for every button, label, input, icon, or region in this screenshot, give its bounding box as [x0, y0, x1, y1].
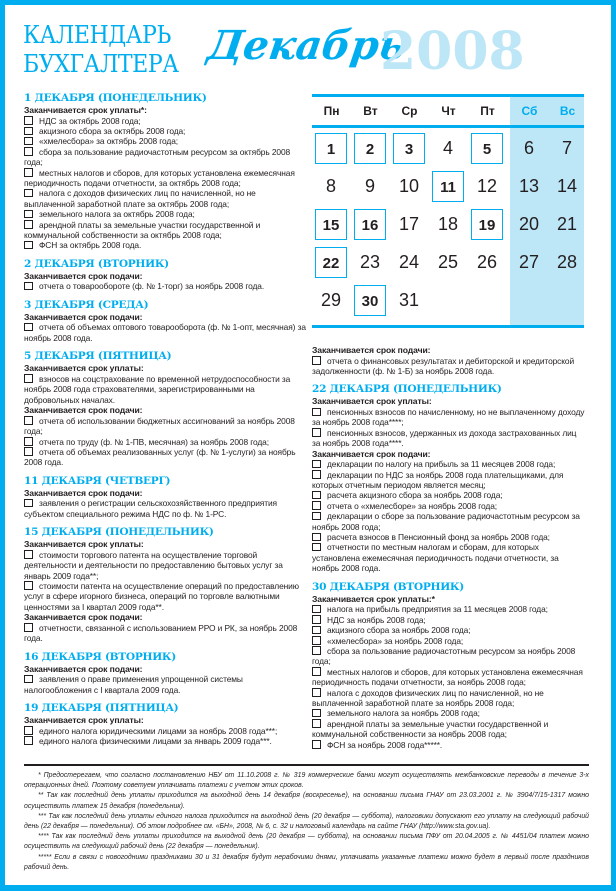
item-text: декларации о сборе за пользование радиочастотным ресурсом за ноябрь 2008 года;: [312, 511, 580, 532]
checklist-item: [24, 116, 307, 126]
calendar-day[interactable]: 6: [523, 138, 534, 158]
section-date-heading: 1 ДЕКАБРЯ (ПОНЕДЕЛЬНИК): [24, 92, 207, 104]
checkbox[interactable]: [312, 667, 321, 676]
item-text: ФСН за ноябрь 2008 года*****.: [327, 739, 443, 750]
calendar-day[interactable]: 7: [561, 138, 572, 158]
weekday-6: Вс: [559, 104, 576, 118]
checkbox[interactable]: [312, 605, 321, 614]
checkbox[interactable]: [312, 491, 321, 500]
footnotes: [24, 764, 589, 873]
item-text: ФСН за октябрь 2008 года.: [39, 240, 142, 251]
year: 2008: [380, 21, 525, 82]
item-text: пенсионных взносов по начисленному, но не выплаченному доходу за ноябрь 2008 года****;: [312, 407, 585, 428]
checkbox[interactable]: [312, 460, 321, 469]
item-text: «хмелесбора» за октябрь 2008 года;: [39, 136, 178, 147]
item-text: налога с доходов физических лиц по начисленной, но не выплаченной заработной плате за октябрь 2008 года;: [24, 188, 256, 209]
checkbox[interactable]: [312, 646, 321, 655]
checkbox[interactable]: [312, 719, 321, 728]
left-column: [24, 92, 307, 753]
checklist-item: [24, 147, 307, 168]
group-label: Заканчивается срок подачи:: [24, 663, 143, 674]
item-text: отчета об объемах реализованных услуг (ф. № 1-услуги) за ноябрь 2008 года.: [24, 446, 296, 468]
checklist-item: [312, 501, 585, 511]
weekday-1: Вт: [363, 104, 378, 118]
calendar-day[interactable]: 27: [518, 252, 540, 272]
checklist-item: [24, 550, 307, 581]
group-label: Заканчивается срок подачи:: [24, 405, 143, 416]
checklist-item: [24, 674, 307, 695]
checklist-item: [24, 209, 307, 219]
checkbox[interactable]: [312, 356, 321, 365]
checkbox[interactable]: [24, 127, 33, 136]
checkbox[interactable]: [24, 137, 33, 146]
group-label: Заканчивается срок подачи:: [24, 612, 143, 623]
checkbox[interactable]: [312, 470, 321, 479]
checklist-item: [312, 708, 585, 718]
group-label: Заканчивается срок уплаты*:: [24, 105, 147, 115]
item-text: местных налогов и сборов, для которых установлена ежемесячная периодичность подачи отчетности, за ноябрь 2008 года;: [312, 666, 583, 688]
group-label: Заканчивается срок подачи:: [312, 448, 431, 459]
calendar-day[interactable]: 21: [556, 214, 578, 234]
item-text: декларации по налогу на прибыль за 11 месяцев 2008 года;: [327, 459, 556, 470]
section-date-heading: 22 ДЕКАБРЯ (ПОНЕДЕЛЬНИК): [312, 383, 502, 396]
calendar-day[interactable]: 25: [437, 252, 459, 272]
checklist-item: [24, 240, 307, 250]
section-date-heading: 11 ДЕКАБРЯ (ЧЕТВЕРГ): [24, 474, 171, 487]
item-text: отчета по труду (ф. № 1-ПВ, месячная) за ноябрь 2008 года;: [39, 436, 269, 447]
checkbox[interactable]: [24, 282, 33, 291]
calendar-day[interactable]: 11: [432, 171, 464, 202]
section-date-heading: 16 ДЕКАБРЯ (ВТОРНИК): [24, 650, 176, 663]
checklist-item: [312, 532, 585, 542]
item-text: отчета об использовании бюджетных ассигнований за ноябрь 2008 года;: [24, 415, 295, 437]
deadline-section: [24, 702, 307, 746]
checklist-item: [312, 625, 585, 635]
checklist-item: [24, 374, 307, 405]
item-text: местных налогов и сборов, для которых установлена ежемесячная периодичность подачи отчетности, за октябрь 2008 года;: [24, 167, 295, 189]
deadline-section: [24, 299, 307, 343]
calendar-day[interactable]: 16: [354, 209, 386, 240]
checkbox[interactable]: [24, 437, 33, 446]
checkbox[interactable]: [312, 636, 321, 645]
checkbox[interactable]: [24, 168, 33, 177]
checkbox[interactable]: [312, 709, 321, 718]
item-text: арендной платы за земельные участки государственной и коммунальной собственности за ноябрь 2008 года;: [312, 718, 549, 740]
calendar-day[interactable]: 31: [398, 290, 420, 310]
checklist-item: [24, 581, 307, 612]
deadline-section: [312, 383, 585, 573]
checklist-item: [312, 688, 585, 709]
checklist-item: [24, 168, 307, 189]
checklist-item: [312, 356, 585, 377]
checkbox[interactable]: [312, 543, 321, 552]
item-text: расчета взносов в Пенсионный фонд за ноябрь 2008 года;: [327, 532, 550, 543]
calendar-day[interactable]: 9: [364, 176, 375, 196]
calendar-day[interactable]: 22: [315, 247, 347, 278]
weekday-2: Ср: [401, 104, 418, 118]
group-label: Заканчивается срок уплаты:*: [312, 593, 435, 604]
checkbox[interactable]: [24, 736, 33, 745]
deadline-section: [24, 258, 307, 292]
checklist-item: [24, 623, 307, 644]
item-text: заявления о регистрации сельскохозяйственного предприятия субъектом специального режима НДС по ф. № 1-РС.: [24, 498, 277, 519]
checkbox[interactable]: [24, 675, 33, 684]
checkbox[interactable]: [24, 499, 33, 508]
checklist-item: [312, 646, 585, 667]
item-text: взносов на соцстрахование по временной нетрудоспособности за ноябрь 2008 года страхователями, зарегистрированными на добровольных началах.: [24, 373, 291, 405]
item-text: отчетности по местным налогам и сборам, для которых установлена ежемесячная периодичность подачи отчетности, за ноябрь 2008 года.: [312, 542, 559, 574]
calendar-day[interactable]: 30: [354, 285, 386, 316]
weekday-0: Пн: [323, 104, 340, 118]
calendar-day[interactable]: 29: [320, 290, 342, 310]
checklist-item: [312, 490, 585, 500]
calendar-day[interactable]: 14: [556, 176, 578, 196]
checkbox[interactable]: [24, 147, 33, 156]
checkbox[interactable]: [24, 210, 33, 219]
checkbox[interactable]: [312, 533, 321, 542]
checkbox[interactable]: [24, 189, 33, 198]
item-text: расчета акцизного сбора за ноябрь 2008 года;: [327, 490, 503, 501]
calendar-day[interactable]: 26: [476, 252, 498, 272]
section-date-heading: 5 ДЕКАБРЯ (ПЯТНИЦА): [24, 350, 172, 363]
calendar-day[interactable]: 5: [471, 133, 503, 164]
item-text: налога на прибыль предприятия за 11 месяцев 2008 года;: [327, 604, 548, 615]
group-label: Заканчивается срок уплаты:: [312, 396, 432, 407]
deadline-section: [24, 92, 307, 251]
checklist-item: [24, 281, 307, 291]
section-date-heading: 2 ДЕКАБРЯ (ВТОРНИК): [24, 257, 169, 270]
item-text: отчетности, связанной с использованием РРО и РК, за ноябрь 2008 года.: [24, 622, 298, 644]
checkbox[interactable]: [24, 447, 33, 456]
deadline-section: [312, 581, 585, 750]
calendar-day[interactable]: 1: [315, 133, 347, 164]
deadline-section: [24, 526, 307, 643]
deadline-section: [312, 345, 585, 376]
checklist-item: [312, 428, 585, 449]
item-text: акцизного сбора за октябрь 2008 года;: [39, 126, 186, 136]
calendar-day[interactable]: 15: [315, 209, 347, 240]
checkbox[interactable]: [24, 416, 33, 425]
item-text: пенсионных взносов, удержанных из дохода застрахованных лиц за ноябрь 2008 года****.: [312, 427, 577, 449]
calendar-day[interactable]: 20: [518, 214, 540, 234]
item-text: земельного налога за октябрь 2008 года;: [39, 209, 195, 220]
title-line-1: КАЛЕНДАРЬ: [23, 21, 171, 49]
item-text: сбора за пользование радиочастотным ресурсом за ноябрь 2008 года;: [312, 645, 576, 667]
weekday-5: Сб: [521, 104, 538, 118]
checkbox[interactable]: [24, 116, 33, 125]
item-text: акцизного сбора за ноябрь 2008 года;: [327, 625, 471, 636]
checklist-item: [24, 322, 307, 343]
group-label: Заканчивается срок уплаты:: [24, 714, 144, 725]
checklist-item: [312, 459, 585, 469]
checkbox[interactable]: [24, 581, 33, 590]
checkbox[interactable]: [24, 241, 33, 250]
checkbox[interactable]: [312, 501, 321, 510]
calendar-day[interactable]: 18: [437, 214, 459, 234]
group-label: Заканчивается срок уплаты:: [24, 363, 144, 374]
deadline-section: [24, 651, 307, 695]
item-text: арендной платы за земельные участки государственной и коммунальной собственности за октябрь 2008 года;: [24, 219, 261, 241]
weekday-header-row: [312, 97, 584, 128]
footnote: *** Так как последний день уплаты единого налога приходится на выходной день (20 декабря — суббота), налоговики допускают его уплату на следующий рабочий день (22 декабря — понедельник). Об этом подробнее см. «БН», 2008, № 6, с. 32 и налоговый календарь на сайте ГНАУ (http://www.sta.gov.ua).: [24, 812, 589, 831]
section-date-heading: 30 ДЕКАБРЯ (ВТОРНИК): [312, 580, 464, 593]
deadline-section: [24, 350, 307, 467]
item-text: НДС за ноябрь 2008 года;: [327, 614, 426, 625]
item-text: стоимости торгового патента на осуществление торговой деятельности и деятельности по предоставлению бытовых услуг за январь 2009 года**;: [24, 549, 283, 581]
footnote: ** Так как последний день уплаты приходится на выходной день 14 декабря (воскресенье), на основании письма ГНАУ от 23.03.2001 г. № 3904/7/15-1317 можно осуществить платеж 15 декабря (понедельник).: [24, 792, 589, 810]
checkbox[interactable]: [312, 408, 321, 417]
checklist-item: [24, 220, 307, 241]
month-name: Декабрь: [204, 22, 409, 69]
item-text: стоимости патента на осуществление операций по предоставлению услуг в сфере игорного бизнеса, операций по торговле валютными ценностями за I квартал 2009 года**.: [24, 580, 299, 612]
footnote: **** Так как последний день уплаты приходится на выходной день (20 декабря — суббота), на основании письма ПФУ от 20.04.2005 г. № 4451/04 платеж можно осуществить на следующий рабочий день (22 декабря — понедельник).: [24, 833, 589, 851]
calendar-day[interactable]: 2: [354, 133, 386, 164]
checklist-item: [312, 719, 585, 740]
deadline-section: [24, 475, 307, 519]
item-text: единого налога юридическими лицами за ноябрь 2008 года***;: [39, 725, 278, 736]
checkbox[interactable]: [24, 550, 33, 559]
group-label: Заканчивается срок подачи:: [24, 487, 143, 498]
checkbox[interactable]: [312, 688, 321, 697]
group-label: Заканчивается срок подачи:: [24, 270, 143, 281]
calendar-day[interactable]: 12: [476, 176, 498, 196]
title-line-2: БУХГАЛТЕРА: [23, 50, 179, 78]
calendar-day[interactable]: 28: [556, 252, 578, 272]
checkbox[interactable]: [24, 323, 33, 332]
calendar-day[interactable]: 19: [471, 209, 503, 240]
checklist-item: [24, 447, 307, 468]
calendar-day[interactable]: 10: [398, 176, 420, 196]
calendar-day[interactable]: 13: [518, 176, 540, 196]
footnote: * Предостерегаем, что согласно постановлению НБУ от 11.10.2008 г. № 319 коммерческие банки могут осуществлять межбанковские переводы в течение 3-х операционных дней. Поэтому советуем уплачивать платежи с учетом этих сроков.: [24, 772, 589, 790]
item-text: НДС за октябрь 2008 года;: [39, 115, 141, 126]
calendar-title: [23, 21, 178, 79]
weekday-3: Чт: [441, 104, 456, 118]
checklist-item: [24, 416, 307, 437]
group-label: Заканчивается срок уплаты:: [24, 539, 144, 550]
weekday-4: Пт: [480, 104, 495, 118]
item-text: отчета об объемах оптового товарооборота (ф. № 1-опт, месячная) за ноябрь 2008 года.: [24, 322, 306, 343]
checklist-item: [24, 437, 307, 447]
checkbox[interactable]: [24, 623, 33, 632]
checkbox[interactable]: [24, 220, 33, 229]
checklist-item: [312, 470, 585, 491]
section-date-heading: 3 ДЕКАБРЯ (СРЕДА): [24, 298, 149, 311]
checkbox[interactable]: [24, 726, 33, 735]
calendar-day[interactable]: 8: [325, 176, 336, 196]
checkbox[interactable]: [312, 428, 321, 437]
checklist-item: [312, 667, 585, 688]
right-column: [312, 345, 585, 757]
checklist-item: [24, 188, 307, 209]
checklist-item: [312, 542, 585, 573]
item-text: отчета о финансовых результатах и дебиторской и кредиторской задолженности (ф. № 1-Б) за ноябрь 2008 года.: [312, 355, 575, 376]
item-text: налога с доходов физических лиц по начисленной, но не выплаченной заработной плате за ноябрь 2008 года;: [312, 687, 544, 708]
group-label: Заканчивается срок подачи:: [24, 311, 143, 322]
checklist-item: [312, 615, 585, 625]
checklist-item: [312, 604, 585, 614]
checklist-item: [312, 511, 585, 532]
group-label: Заканчивается срок подачи:: [312, 345, 431, 355]
calendar-day[interactable]: 3: [393, 133, 425, 164]
calendar-day[interactable]: 4: [442, 138, 453, 158]
checkbox[interactable]: [312, 626, 321, 635]
calendar-day[interactable]: 24: [398, 252, 420, 272]
checklist-item: [24, 726, 307, 736]
item-text: отчета о «хмелесборе» за ноябрь 2008 года;: [327, 500, 497, 511]
checklist-item: [24, 736, 307, 746]
item-text: «хмелесбора» за ноябрь 2008 года;: [327, 635, 464, 646]
checklist-item: [312, 407, 585, 428]
checklist-item: [24, 498, 307, 519]
checkbox[interactable]: [312, 615, 321, 624]
checkbox[interactable]: [312, 512, 321, 521]
calendar-day[interactable]: 17: [398, 214, 420, 234]
section-date-heading: 19 ДЕКАБРЯ (ПЯТНИЦА): [24, 701, 179, 714]
month-calendar: [312, 94, 584, 328]
checkbox[interactable]: [24, 374, 33, 383]
checklist-item: [312, 740, 585, 750]
footnote: ***** Если в связи с новогодними праздниками 30 и 31 декабря будут нерабочими днями, уплачивать указанные платежи можно будет в первый после праздников рабочий день.: [24, 853, 589, 871]
item-text: земельного налога за ноябрь 2008 года;: [327, 708, 480, 719]
item-text: сбора за пользование радиочастотным ресурсом за октябрь 2008 года;: [24, 146, 291, 168]
calendar-day[interactable]: 23: [359, 252, 381, 272]
checklist-item: [312, 636, 585, 646]
item-text: декларации по НДС за ноябрь 2008 года плательщиками, для которых отчетным периодом является месяц;: [312, 469, 564, 491]
item-text: единого налога физическими лицами за январь 2009 года***.: [39, 735, 272, 746]
section-date-heading: 15 ДЕКАБРЯ (ПОНЕДЕЛЬНИК): [24, 526, 214, 539]
item-text: отчета о товарообороте (ф. № 1-торг) за ноябрь 2008 года.: [39, 281, 265, 292]
checklist-item: [24, 126, 307, 136]
item-text: заявления о праве применения упрощенной системы налогообложения с I квартала 2009 года.: [24, 674, 243, 695]
checkbox[interactable]: [312, 740, 321, 749]
checklist-item: [24, 136, 307, 146]
